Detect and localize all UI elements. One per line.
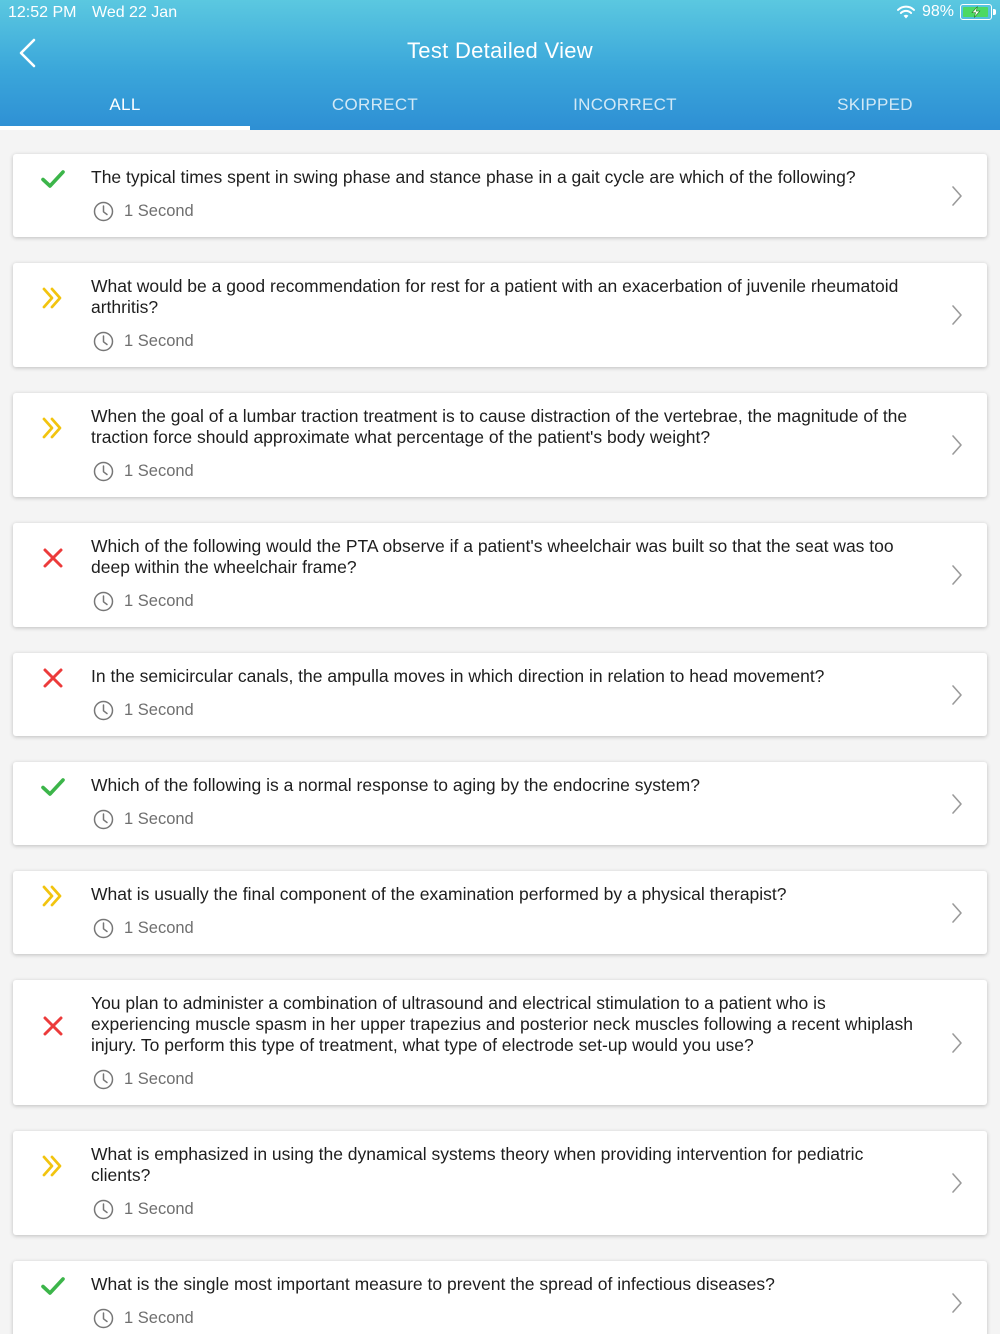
time-row [93, 201, 194, 222]
question-card[interactable] [13, 653, 987, 736]
clock-icon [93, 700, 114, 721]
chevron-right-icon [949, 1171, 965, 1195]
time-row [93, 700, 194, 721]
time-spent: 1 Second [124, 1070, 194, 1088]
tab-bar [0, 86, 1000, 130]
time-row [93, 461, 194, 482]
time-spent: 1 Second [124, 332, 194, 350]
tab-correct[interactable]: CORRECT [331, 95, 419, 114]
check-icon [39, 773, 67, 801]
bolt-icon [961, 5, 991, 19]
double-chevron-right-icon [39, 414, 67, 442]
question-text: You plan to administer a combination of ultrasound and electrical stimulation to a patient who is experiencing muscle spasm in her upper trapezius and posterior neck muscles following a recent whiplash injury. To perform this type of treatment, what type of electrode set-up would you use? [91, 993, 913, 1055]
time-spent: 1 Second [124, 1309, 194, 1327]
chevron-right-icon [949, 683, 965, 707]
time-spent: 1 Second [124, 701, 194, 719]
time-spent: 1 Second [124, 1200, 194, 1218]
time-row [93, 918, 194, 939]
chevron-right-icon [949, 792, 965, 816]
time-row [93, 1308, 194, 1329]
question-card[interactable] [13, 871, 987, 954]
time-row [93, 1069, 194, 1090]
status-time: 12:52 PM [8, 4, 77, 21]
tab-incorrect[interactable]: INCORRECT [573, 95, 677, 114]
question-text: Which of the following is a normal response to aging by the endocrine system? [91, 775, 700, 795]
check-icon [39, 1272, 67, 1300]
question-text: What would be a good recommendation for rest for a patient with an exacerbation of juvenile rheumatoid arthritis? [91, 276, 899, 317]
time-row [93, 1199, 194, 1220]
chevron-right-icon [949, 1031, 965, 1055]
chevron-right-icon [949, 1291, 965, 1315]
question-text: What is the single most important measure to prevent the spread of infectious diseases? [91, 1274, 775, 1294]
page-title: Test Detailed View [407, 38, 593, 63]
clock-icon [93, 1308, 114, 1329]
battery-percent: 98% [921, 3, 954, 20]
time-spent: 1 Second [124, 462, 194, 480]
question-text: What is usually the final component of the examination performed by a physical therapist? [91, 884, 787, 904]
chevron-right-icon [949, 563, 965, 587]
time-spent: 1 Second [124, 919, 194, 937]
question-text: Which of the following would the PTA observe if a patient's wheelchair was built so that the seat was too deep within the wheelchair frame? [91, 536, 894, 577]
status-bar [0, 0, 1000, 26]
question-card[interactable] [13, 523, 987, 627]
status-right [896, 3, 992, 21]
question-card[interactable] [13, 263, 987, 367]
time-row [93, 809, 194, 830]
wifi-icon [896, 4, 916, 20]
time-row [93, 591, 194, 612]
clock-icon [93, 809, 114, 830]
cross-icon [39, 544, 67, 572]
double-chevron-right-icon [39, 1152, 67, 1180]
clock-icon [93, 591, 114, 612]
tab-skipped[interactable]: SKIPPED [837, 95, 913, 114]
time-row [93, 331, 194, 352]
clock-icon [93, 201, 114, 222]
question-text: When the goal of a lumbar traction treatment is to cause distraction of the vertebrae, the magnitude of the traction force should approximate what percentage of the patient's body weight? [91, 406, 908, 447]
question-card[interactable] [13, 393, 987, 497]
question-text: The typical times spent in swing phase and stance phase in a gait cycle are which of the following? [91, 167, 856, 187]
question-list [0, 130, 1000, 1334]
battery-icon [960, 4, 992, 20]
question-text: What is emphasized in using the dynamical systems theory when providing intervention for pediatric clients? [91, 1144, 864, 1185]
chevron-right-icon [949, 184, 965, 208]
time-spent: 1 Second [124, 810, 194, 828]
time-spent: 1 Second [124, 202, 194, 220]
chevron-right-icon [949, 433, 965, 457]
question-card[interactable] [13, 1261, 987, 1334]
clock-icon [93, 331, 114, 352]
cross-icon [39, 1012, 67, 1040]
question-card[interactable] [13, 154, 987, 237]
tab-all[interactable]: ALL [0, 86, 250, 130]
check-icon [39, 165, 67, 193]
chevron-right-icon [949, 303, 965, 327]
header [0, 0, 1000, 130]
question-text: In the semicircular canals, the ampulla moves in which direction in relation to head movement? [91, 666, 825, 686]
status-date: Wed 22 Jan [92, 4, 178, 21]
clock-icon [93, 1199, 114, 1220]
clock-icon [93, 918, 114, 939]
double-chevron-right-icon [39, 882, 67, 910]
cross-icon [39, 664, 67, 692]
chevron-right-icon [949, 901, 965, 925]
clock-icon [93, 461, 114, 482]
question-card[interactable] [13, 762, 987, 845]
question-card[interactable] [13, 980, 987, 1105]
question-card[interactable] [13, 1131, 987, 1235]
clock-icon [93, 1069, 114, 1090]
double-chevron-right-icon [39, 284, 67, 312]
time-spent: 1 Second [124, 592, 194, 610]
